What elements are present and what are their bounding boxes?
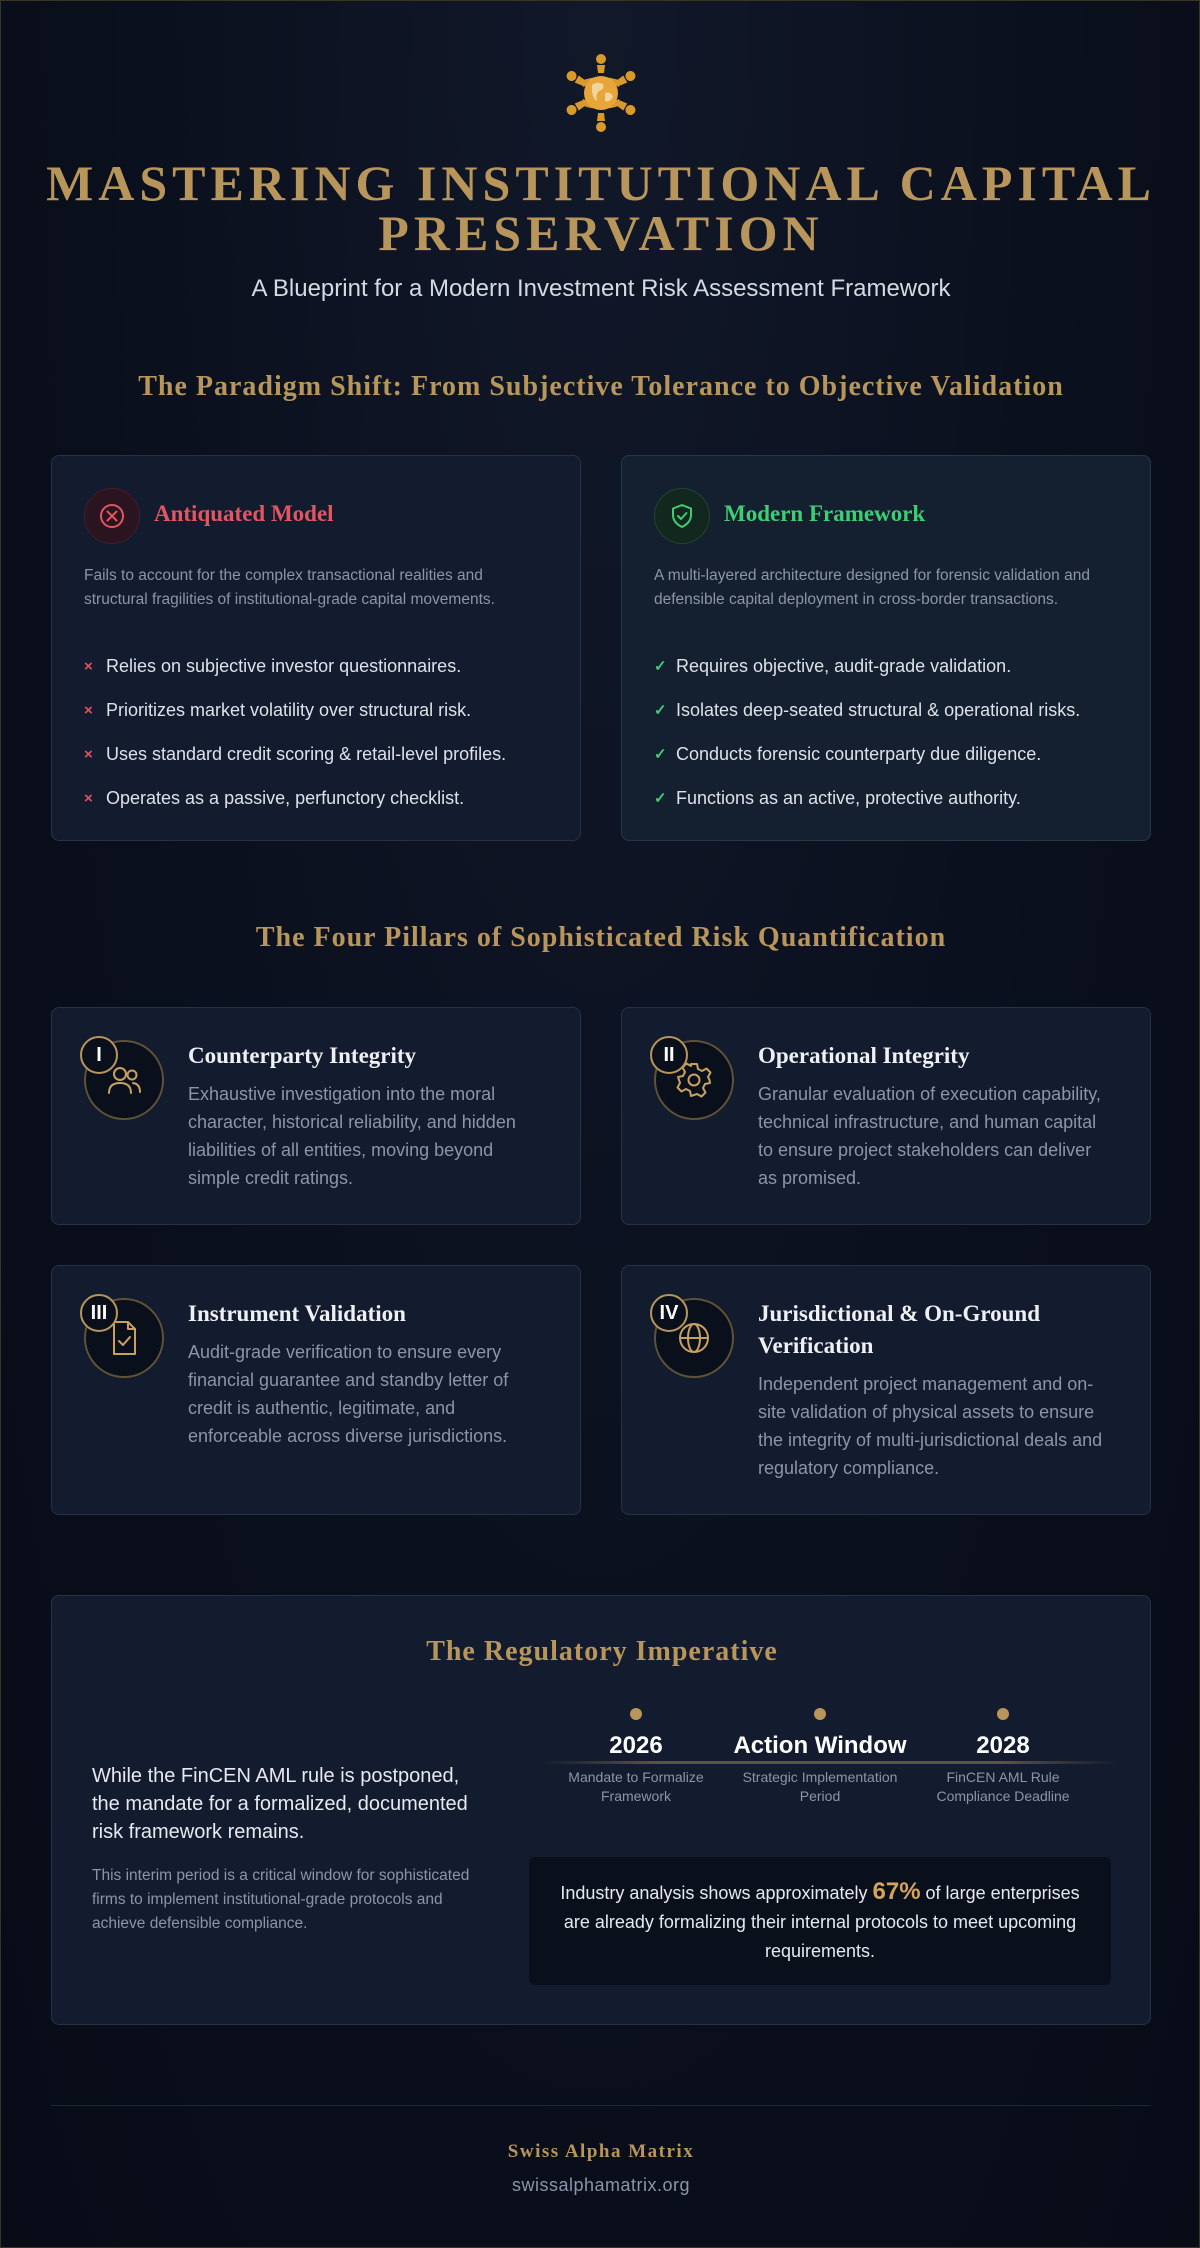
- stat-text-before: Industry analysis shows approximately: [560, 1882, 873, 1903]
- pillar-numeral: II: [650, 1036, 688, 1074]
- pillar-description: Exhaustive investigation into the moral character, historical reliability, and hidden liabilities of all entities, moving beyond simple credit ratings.: [188, 1084, 516, 1188]
- list-item-text: Prioritizes market volatility over structural risk.: [106, 699, 472, 720]
- list-item-text: Relies on subjective investor questionnaires.: [106, 655, 462, 676]
- pillar-description: Granular evaluation of execution capability, technical infrastructure, and human capital to ensure project stakeholders can deliver as promised.: [758, 1084, 1101, 1188]
- check-mark-icon: ✓: [654, 658, 667, 675]
- timeline-dot: [814, 1708, 826, 1720]
- list-item-text: Requires objective, audit-grade validation.: [676, 655, 1012, 676]
- stat-text-after: of large enterprises are already formalizing their internal protocols to meet upcoming requirements.: [563, 1882, 1080, 1961]
- list-item: [84, 732, 506, 776]
- timeline-item-2028: [911, 1708, 1095, 1806]
- industry-stat-callout: [529, 1857, 1111, 1985]
- timeline-item-action-window: [728, 1708, 912, 1806]
- timeline-dot: [997, 1708, 1009, 1720]
- modern-framework-list: [654, 644, 1080, 820]
- pillar-numeral: III: [80, 1294, 118, 1332]
- timeline-label: 2026: [609, 1732, 663, 1759]
- antiquated-model-card: [51, 455, 581, 841]
- pillar-numeral: I: [80, 1036, 118, 1074]
- paradigm-section-title: The Paradigm Shift: From Subjective Tolerance to Objective Validation: [138, 371, 1064, 402]
- pillar-card-jurisdictional-verification: [621, 1265, 1151, 1515]
- subtitle: A Blueprint for a Modern Investment Risk Assessment Framework: [251, 275, 951, 302]
- antiquated-model-title: Antiquated Model: [154, 501, 334, 526]
- antiquated-model-description: Fails to account for the complex transactional realities and structural fragilities of institutional-grade capital movements.: [84, 567, 495, 608]
- main-title-line-1: MASTERING INSTITUTIONAL CAPITAL: [46, 155, 1156, 211]
- main-title: [1, 155, 1200, 261]
- list-item-text: Operates as a passive, perfunctory checklist.: [106, 787, 465, 808]
- pillar-card-operational-integrity: [621, 1007, 1151, 1225]
- users-icon: [84, 1040, 164, 1120]
- check-mark-icon: ✓: [654, 702, 667, 719]
- timeline-label: 2028: [976, 1732, 1030, 1759]
- list-item: [654, 732, 1080, 776]
- check-mark-icon: ✓: [654, 790, 667, 807]
- stat-percentage: 67%: [872, 1877, 921, 1905]
- timeline-sublabel: Strategic Implementation Period: [742, 1769, 898, 1804]
- regulatory-section-title: The Regulatory Imperative: [426, 1636, 778, 1667]
- x-mark-icon: ×: [84, 789, 93, 807]
- document-check-icon: [84, 1298, 164, 1378]
- pillar-card-counterparty-integrity: [51, 1007, 581, 1225]
- pillar-title: Instrument Validation: [188, 1301, 406, 1326]
- list-item: [654, 688, 1080, 732]
- timeline-sublabel: Mandate to Formalize Framework: [568, 1769, 704, 1804]
- x-mark-icon: ×: [84, 701, 93, 719]
- list-item-text: Functions as an active, protective authority.: [676, 787, 1021, 808]
- pillar-card-instrument-validation: [51, 1265, 581, 1515]
- pillar-description: Audit-grade verification to ensure every financial guarantee and standby letter of credit is authentic, legitimate, and enforceable across diverse jurisdictions.: [188, 1342, 509, 1446]
- x-circle-icon: [84, 488, 140, 544]
- shield-check-icon: [654, 488, 710, 544]
- x-mark-icon: ×: [84, 657, 93, 675]
- pillar-title: Jurisdictional & On-Ground Verification: [758, 1301, 1041, 1358]
- timeline-sublabel: FinCEN AML Rule Compliance Deadline: [936, 1769, 1070, 1804]
- list-item-text: Isolates deep-seated structural & operational risks.: [676, 699, 1081, 720]
- timeline-item-2026: [544, 1708, 728, 1806]
- list-item: [654, 644, 1080, 688]
- pillar-description: Independent project management and on-site validation of physical assets to ensure the integrity of multi-jurisdictional deals and regulatory compliance.: [758, 1374, 1103, 1478]
- list-item-text: Uses standard credit scoring & retail-level profiles.: [106, 743, 507, 764]
- globe-icon: [654, 1298, 734, 1378]
- list-item: [84, 688, 506, 732]
- regulatory-imperative-panel: [51, 1595, 1151, 2025]
- modern-framework-card: [621, 455, 1151, 841]
- pillar-numeral: IV: [650, 1294, 688, 1332]
- antiquated-model-list: [84, 644, 506, 820]
- regulatory-note-text: This interim period is a critical window for sophisticated firms to implement institutional-grade protocols and achieve defensible compliance.: [92, 1867, 470, 1932]
- timeline-label: Action Window: [733, 1732, 907, 1759]
- footer-url-link[interactable]: swissalphamatrix.org: [511, 2175, 691, 2195]
- x-mark-icon: ×: [84, 745, 93, 763]
- footer-divider: [51, 2105, 1151, 2106]
- footer-brand: Swiss Alpha Matrix: [507, 2141, 695, 2162]
- timeline-dot: [630, 1708, 642, 1720]
- regulatory-lead-text: While the FinCEN AML rule is postponed, the mandate for a formalized, documented risk framework remains.: [92, 1765, 468, 1843]
- list-item: [654, 776, 1080, 820]
- pillar-title: Operational Integrity: [758, 1043, 970, 1068]
- pillars-section-title: The Four Pillars of Sophisticated Risk Quantification: [255, 922, 947, 953]
- modern-framework-description: A multi-layered architecture designed for forensic validation and defensible capital deployment in cross-border transactions.: [654, 567, 1090, 608]
- list-item-text: Conducts forensic counterparty due diligence.: [676, 743, 1042, 764]
- globe-people-emblem-icon: [559, 51, 643, 135]
- main-title-line-2: PRESERVATION: [378, 205, 824, 261]
- modern-framework-title: Modern Framework: [724, 501, 926, 526]
- gear-icon: [654, 1040, 734, 1120]
- list-item: [84, 776, 506, 820]
- industry-stat-text: [553, 1877, 1087, 1966]
- check-mark-icon: ✓: [654, 746, 667, 763]
- pillar-title: Counterparty Integrity: [188, 1043, 417, 1068]
- list-item: [84, 644, 506, 688]
